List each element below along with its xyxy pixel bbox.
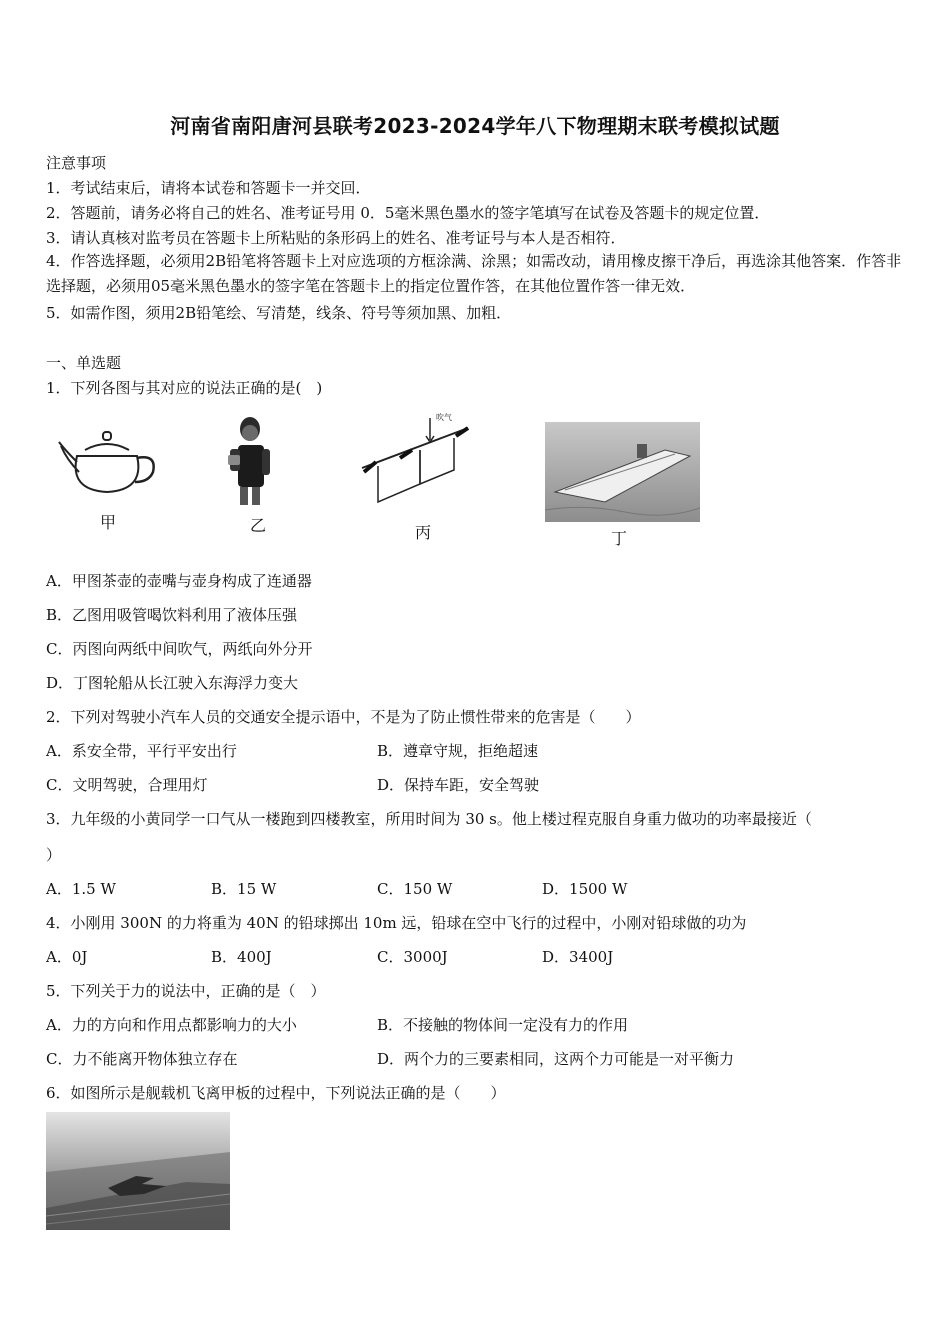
q3-option-b: B．15 W bbox=[211, 880, 277, 898]
aircraft-carrier-photo bbox=[545, 422, 700, 522]
notice-heading: 注意事项 bbox=[46, 154, 107, 172]
two-papers-figure bbox=[358, 410, 473, 510]
q3-option-d: D．1500 W bbox=[542, 880, 628, 898]
q5-stem: 5．下列关于力的说法中，正确的是（ ） bbox=[46, 982, 326, 1000]
blow-label: 吹气 bbox=[436, 413, 452, 422]
notice-item-2: 2．答题前，请务必将自己的姓名、准考证号用 0．5毫米黑色墨水的签字笔填写在试卷及答题卡的规定位置． bbox=[46, 204, 770, 222]
notice-item-1: 1．考试结束后，请将本试卷和答题卡一并交回． bbox=[46, 179, 371, 197]
q5-option-b: B．不接触的物体间一定没有力的作用 bbox=[377, 1016, 629, 1034]
q4-option-a: A．0J bbox=[46, 948, 88, 966]
page-title: 河南省南阳唐河县联考2023-2024学年八下物理期末联考模拟试题 bbox=[170, 114, 780, 138]
carrier-jet-photo bbox=[46, 1112, 230, 1230]
q2-option-a: A．系安全带，平行平安出行 bbox=[46, 742, 237, 760]
q3-stem-end: ） bbox=[46, 846, 62, 864]
caption-bing: 丙 bbox=[414, 523, 431, 542]
q5-option-d: D．两个力的三要素相同，这两个力可能是一对平衡力 bbox=[377, 1050, 735, 1068]
q5-option-a: A．力的方向和作用点都影响力的大小 bbox=[46, 1016, 297, 1034]
q1-option-d: D．丁图轮船从长江驶入东海浮力变大 bbox=[46, 674, 299, 692]
q2-option-b: B．遵章守规，拒绝超速 bbox=[377, 742, 539, 760]
notice-item-4: 4．作答选择题，必须用2B铅笔将答题卡上对应选项的方框涂满、涂黑；如需改动，请用橡皮擦干净后，再选涂其他答案．作答非选择题，必须用05毫米黑色墨水的签字笔在答题卡上的指定位置作答，在其他位置作答一律无效． bbox=[46, 252, 902, 295]
q1-option-a: A．甲图茶壶的壶嘴与壶身构成了连通器 bbox=[46, 572, 312, 590]
q1-stem: 1．下列各图与其对应的说法正确的是( ) bbox=[46, 379, 323, 397]
q5-option-c: C．力不能离开物体独立存在 bbox=[46, 1050, 238, 1068]
q4-option-b: B．400J bbox=[211, 948, 272, 966]
q2-option-d: D．保持车距，安全驾驶 bbox=[377, 776, 540, 794]
q4-option-d: D．3400J bbox=[542, 948, 614, 966]
q6-stem: 6．如图所示是舰载机飞离甲板的过程中，下列说法正确的是（ ） bbox=[46, 1084, 506, 1102]
q2-stem: 2．下列对驾驶小汽车人员的交通安全提示语中，不是为了防止惯性带来的危害是（ ） bbox=[46, 708, 641, 726]
notice-item-5: 5．如需作图，须用2B铅笔绘、写清楚，线条、符号等须加黑、加粗． bbox=[46, 304, 512, 322]
q2-option-c: C．文明驾驶，合理用灯 bbox=[46, 776, 208, 794]
notice-item-3: 3．请认真核对监考员在答题卡上所粘贴的条形码上的姓名、准考证号与本人是否相符． bbox=[46, 229, 626, 247]
q4-stem: 4．小刚用 300N 的力将重为 40N 的铅球掷出 10m 远，铅球在空中飞行的过程中，小刚对铅球做的功为 bbox=[46, 914, 747, 932]
q3-option-c: C．150 W bbox=[377, 880, 453, 898]
q1-option-c: C．丙图向两纸中间吹气，两纸向外分开 bbox=[46, 640, 313, 658]
caption-jia: 甲 bbox=[99, 513, 116, 532]
q1-option-b: B．乙图用吸管喝饮料利用了液体压强 bbox=[46, 606, 298, 624]
q3-option-a: A．1.5 W bbox=[46, 880, 116, 898]
teapot-figure bbox=[55, 420, 160, 498]
q3-stem: 3．九年级的小黄同学一口气从一楼跑到四楼教室，所用时间为 30 s。他上楼过程克服自身重力做功的功率最接近（ bbox=[46, 810, 812, 828]
section-heading: 一、单选题 bbox=[46, 354, 122, 372]
boy-drinking-figure bbox=[222, 415, 282, 507]
caption-yi: 乙 bbox=[249, 516, 266, 535]
q4-option-c: C．3000J bbox=[377, 948, 448, 966]
caption-ding: 丁 bbox=[610, 529, 627, 548]
